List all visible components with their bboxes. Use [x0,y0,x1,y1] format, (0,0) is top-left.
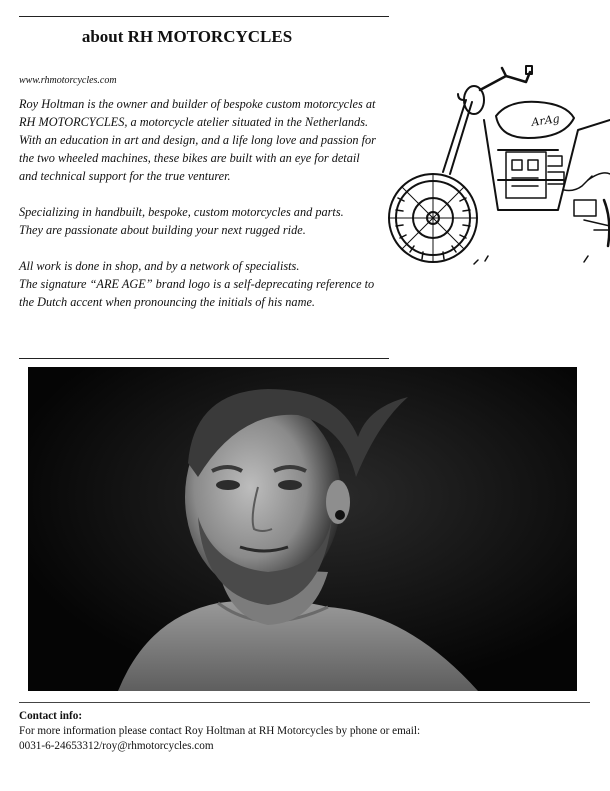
tank-logo: ArAg [530,112,561,129]
paragraph-intro: Roy Holtman is the owner and builder of bespoke custom motorcycles at RH MOTORCYCLES, a motorcycle atelier situated in the Netherlands. With an education in art and design, and a life long love and passion for the two wheeled machines, these bikes are built with an eye for detail and technical support for the true venturer. [19,97,376,183]
contact-heading: Contact info: [19,710,83,722]
motorcycle-sketch [388,60,610,272]
about-text [19,95,387,329]
contact-description: For more information please contact Roy Holtman at RH Motorcycles by phone or email: [19,725,421,737]
contact-phone-email[interactable]: 0031-6-24653312/roy@rhmotorcycles.com [19,740,214,752]
portrait-photo [28,367,577,691]
middle-divider [19,358,389,359]
website-link[interactable]: www.rhmotorcycles.com [19,75,117,86]
paragraph-workshop: All work is done in shop, and by a network of specialists. The signature “ARE AGE” brand logo is a self-deprecating reference to the Dutch accent when pronouncing the initials of his name. [19,259,375,309]
top-divider [19,16,389,17]
contact-section [19,709,589,754]
bottom-divider [19,702,590,703]
paragraph-specializing: Specializing in handbuilt, bespoke, custom motorcycles and parts. They are passionate about building your next rugged ride. [19,205,344,237]
page-title: about RH MOTORCYCLES [81,27,293,46]
